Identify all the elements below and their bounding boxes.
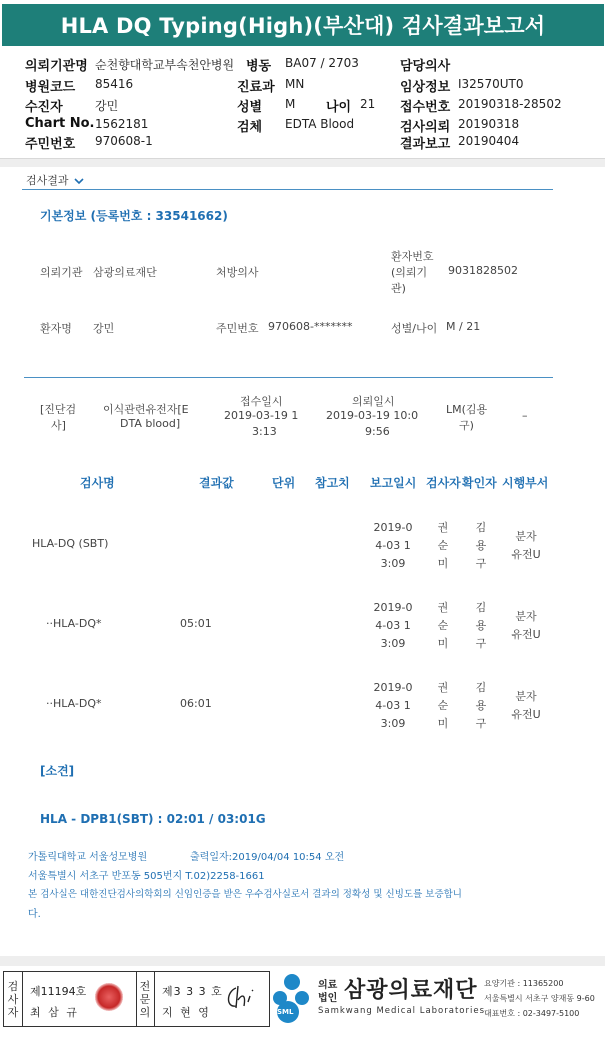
org-institution-code: 요양기관 : 11365200: [484, 979, 564, 988]
col-department: 시행부서: [502, 476, 549, 490]
sml-logo-icon: [270, 972, 314, 1024]
department-value: MN: [285, 77, 305, 91]
institution-field-value: 삼광의료재단: [93, 266, 157, 279]
hospital-code-label: 병원코드: [25, 80, 76, 95]
chevron-down-icon: [74, 178, 84, 185]
institution-value: 순천향대학교부속천안병원: [95, 58, 235, 72]
age-label: 나이: [326, 100, 352, 115]
specialist-name: 지 현 영: [162, 1006, 211, 1019]
footer-print-date: 출력일자:2019/04/04 10:54 오전: [190, 852, 345, 863]
doctor-label: 담당의사: [400, 59, 451, 74]
rrn-field-label: 주민번호: [216, 322, 259, 335]
sig-separator: [22, 972, 23, 1026]
col-result: 결과값: [199, 476, 234, 490]
row-department: 분자 유전U: [511, 610, 541, 641]
col-unit: 단위: [272, 476, 296, 490]
institution-field-label: 의뢰기관: [40, 266, 83, 279]
sig-separator: [154, 972, 155, 1026]
chart-no-value: 1562181: [95, 117, 149, 131]
tester-role-label: 검 사 자: [7, 980, 19, 1019]
org-prefix-1: 의료: [318, 980, 338, 991]
rrn-field-value: 970608-*******: [268, 320, 353, 333]
org-name: 삼광의료재단: [344, 978, 478, 1003]
row-tester: 권 순 미: [437, 601, 449, 650]
received-label: 접수일시: [240, 395, 283, 408]
patient-no-value: 9031828502: [448, 264, 518, 277]
header-divider: [0, 158, 605, 167]
patient-name-value: 강민: [93, 322, 115, 335]
requested-value-2: 9:56: [365, 425, 390, 438]
row-department: 분자 유전U: [511, 690, 541, 721]
row-report-date: 2019-0 4-03 1 3:09: [373, 681, 413, 730]
sex-age-value: M / 21: [446, 320, 481, 333]
test-category-2: DTA blood]: [120, 417, 181, 430]
lab-manager: LM(김용: [446, 403, 488, 416]
row-checker: 김 용 구: [475, 681, 487, 730]
department-label: 진료과: [237, 80, 275, 95]
org-address: 서울특별시 서초구 양재동 9-60: [484, 994, 595, 1003]
row-checker: 김 용 구: [475, 521, 487, 570]
patient-name-label: 환자명: [40, 322, 72, 335]
specialist-role-label: 전 문 의: [139, 980, 151, 1019]
chart-no-label: Chart No.: [25, 116, 95, 131]
hospital-code-value: 85416: [95, 77, 134, 91]
row-result: 05:01: [180, 617, 212, 630]
seal-stamp-icon: [95, 983, 123, 1011]
footer-address: 서울특별시 서초구 반포동 505번지 T.02)2258-1661: [28, 871, 265, 882]
report-title: HLA DQ Typing(High)(부산대) 검사결과보고서: [2, 4, 604, 46]
test-type-2: 사]: [51, 419, 66, 432]
rrn-value: 970608-1: [95, 134, 153, 148]
tab-results[interactable]: [26, 172, 84, 188]
ward-value: BA07 / 2703: [285, 56, 359, 70]
row-test-name: ··HLA-DQ*: [46, 697, 102, 710]
request-date-label: 검사의뢰: [400, 120, 451, 135]
receipt-no-value: 20190318-28502: [458, 97, 562, 111]
specimen-label: 검체: [237, 120, 263, 135]
opinion-title: [소견]: [40, 764, 75, 778]
patient-no-label-2: (의뢰기: [391, 266, 428, 279]
report-date-label: 결과보고: [400, 137, 451, 152]
row-checker: 김 용 구: [475, 601, 487, 650]
org-english-name: Samkwang Medical Laboratories: [318, 1006, 486, 1016]
prescribing-doctor-label: 처방의사: [216, 266, 259, 279]
clinical-info-value: I32570UT0: [458, 77, 524, 91]
sex-value: M: [285, 97, 296, 111]
receipt-no-label: 접수번호: [400, 100, 451, 115]
tester-license-no: 제11194호: [30, 985, 87, 998]
col-tester: 검사자: [426, 476, 461, 490]
age-value: 21: [360, 97, 376, 111]
tab-underline: [22, 189, 553, 190]
col-report-date: 보고일시: [370, 476, 417, 490]
received-value: 2019-03-19 1: [224, 409, 299, 422]
footer-hospital: 가톨릭대학교 서울성모병원: [28, 852, 148, 863]
opinion-text: HLA - DPB1(SBT) : 02:01 / 03:01G: [40, 812, 266, 826]
patient-value: 강민: [95, 99, 119, 113]
footer-certification: 본 검사실은 대한진단검사의학회의 신임인증을 받은 우수검사실로서 결과의 정확성 및 신빙도를 보증합니: [28, 889, 462, 900]
handwritten-signature-icon: [222, 982, 262, 1014]
org-prefix-2: 법인: [318, 993, 338, 1004]
footer-divider: [0, 956, 605, 966]
sex-age-label: 성별/나이: [391, 322, 438, 335]
patient-no-label-3: 관): [391, 282, 406, 295]
row-department: 분자 유전U: [511, 530, 541, 561]
logo-text: SML: [277, 1008, 294, 1016]
specialist-license-no: 제3 3 3 호: [162, 985, 223, 998]
requested-value: 2019-03-19 10:0: [326, 409, 419, 422]
row-result: 06:01: [180, 697, 212, 710]
request-date-value: 20190318: [458, 117, 520, 131]
row-report-date: 2019-0 4-03 1 3:09: [373, 521, 413, 570]
row-tester: 권 순 미: [437, 521, 449, 570]
rrn-label: 주민번호: [25, 137, 76, 152]
footer-certification-end: 다.: [28, 909, 41, 920]
section-divider: [24, 377, 553, 378]
row-report-date: 2019-0 4-03 1 3:09: [373, 601, 413, 650]
row-tester: 권 순 미: [437, 681, 449, 730]
row-test-name: HLA-DQ (SBT): [32, 537, 109, 550]
basic-info-title: 기본정보 (등록번호 : 33541662): [40, 209, 228, 223]
ward-label: 병동: [246, 59, 272, 74]
lab-manager-2: 구): [459, 419, 474, 432]
tab-results-label: 검사결과: [26, 174, 69, 187]
dash-value: –: [522, 409, 528, 422]
col-reference: 참고치: [315, 476, 350, 490]
test-category: 이식관련유전자[E: [103, 403, 189, 416]
institution-label: 의뢰기관명: [25, 59, 88, 74]
org-phone: 대표번호 : 02-3497-5100: [484, 1009, 580, 1018]
row-test-name: ··HLA-DQ*: [46, 617, 102, 630]
report-date-value: 20190404: [458, 134, 520, 148]
specimen-value: EDTA Blood: [285, 117, 355, 131]
tester-name: 최 삼 규: [30, 1006, 79, 1019]
requested-label: 의뢰일시: [352, 395, 395, 408]
patient-no-label: 환자번호: [391, 250, 434, 263]
clinical-info-label: 임상정보: [400, 80, 451, 95]
test-type: [진단검: [40, 403, 77, 416]
received-value-2: 3:13: [252, 425, 277, 438]
patient-label: 수진자: [25, 100, 63, 115]
col-checker: 확인자: [462, 476, 497, 490]
sex-label: 성별: [237, 100, 263, 115]
col-test-name: 검사명: [80, 476, 115, 490]
